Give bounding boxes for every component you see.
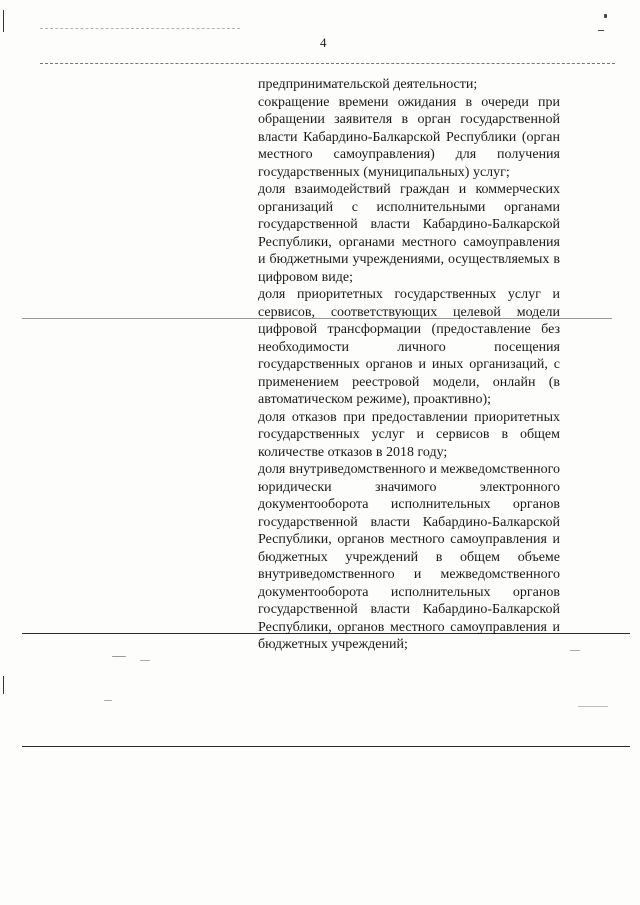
scan-speck-left-1 <box>112 656 126 657</box>
scan-speck-right-1 <box>570 650 580 651</box>
scan-speck-top-right-2 <box>598 30 604 31</box>
list-item: доля приоритетных государственных услуг и сервисов, соответствующих целевой модели цифровой трансформации (предоставление без необходимости личного посещения государственных органов и иных организаций, с применением реестровой модели, онлайн (в автоматическом режиме), проактивно); <box>258 287 560 407</box>
list-item: доля отказов при предоставлении приоритетных государственных услуг и сервисов в общем количестве отказов в 2018 году; <box>258 409 560 460</box>
scan-speck-right-2 <box>578 706 608 707</box>
indicator-list <box>258 76 560 654</box>
scan-edge-mark-mid-left <box>3 676 4 694</box>
scan-line-header <box>40 63 615 64</box>
list-item: доля взаимодействий граждан и коммерческих организаций с исполнительными органами государственной власти Кабардино-Балкарской Республики, органами местного самоуправления и бюджетными учреждениями, осуществляемых в цифровом виде; <box>258 182 560 285</box>
list-item: предпринимательской деятельности; <box>258 77 478 92</box>
scan-speck-left-2 <box>140 660 150 661</box>
scan-line-top <box>40 28 240 29</box>
scan-edge-mark-top-left <box>3 10 4 32</box>
page-number: 4 <box>320 35 327 50</box>
list-item: сокращение времени ожидания в очереди при обращении заявителя в орган государственной власти Кабардино-Балкарской Республики (орган местного самоуправления) для получения государственных (муниципальных) услуг; <box>258 94 560 180</box>
scan-speck-left-3 <box>104 700 112 701</box>
list-item: доля внутриведомственного и межведомственного юридически значимого электронного документооборота исполнительных органов государственной власти Кабардино-Балкарской Республики, органов местного самоуправления и бюджетных учреждений в общем объеме внутриведомственного и межведомственного документооборота исполнительных органов государственной власти Кабардино-Балкарской Республики, органов местного самоуправления и бюджетных учреждений; <box>258 462 560 652</box>
scan-line-lower-2 <box>22 746 630 747</box>
scan-speck-top-right <box>604 14 607 18</box>
